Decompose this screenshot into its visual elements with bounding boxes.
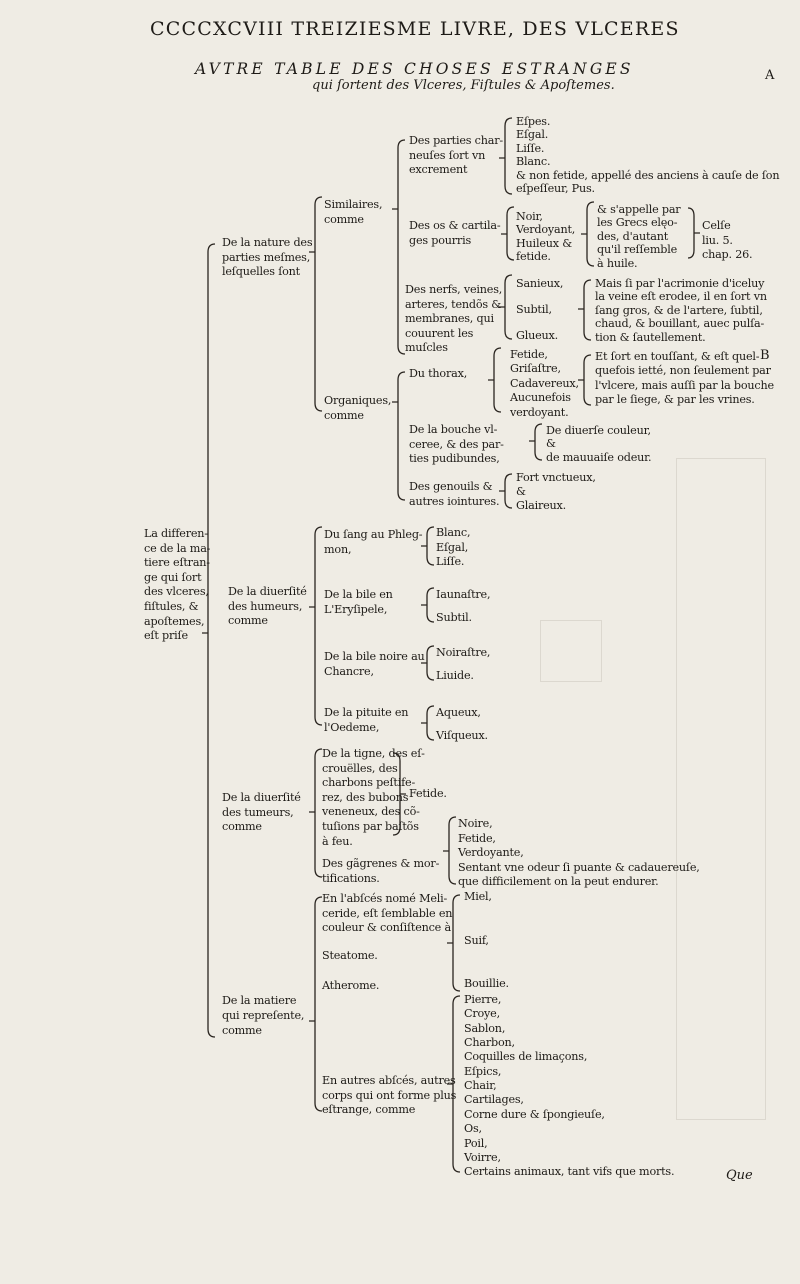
note-toussant-line: quefois ietté, non ſeulement par bbox=[595, 364, 771, 378]
brace bbox=[488, 348, 501, 412]
note-elaeodes-line: les Grecs elęo- bbox=[597, 216, 678, 230]
list-nerfs-line: Sanieux, bbox=[516, 277, 564, 290]
list-corps-estranges-line: Voirre, bbox=[464, 1150, 501, 1164]
brace bbox=[392, 140, 405, 354]
brace bbox=[499, 474, 512, 508]
root-category-line: apoſtemes, bbox=[144, 614, 205, 628]
sub-charneuses-line: excrement bbox=[409, 163, 468, 177]
list-sang-line: Blanc, bbox=[436, 526, 471, 539]
sub-bouche-line: ties pudibundes, bbox=[409, 452, 500, 466]
branch-organiques-line: Organiques, bbox=[324, 394, 392, 407]
note-elaeodes-line: qu'il reſſemble bbox=[597, 243, 677, 257]
branch-matiere-line: De la matiere bbox=[222, 994, 297, 1007]
brace bbox=[501, 207, 514, 260]
list-os-line: Huileux & bbox=[516, 236, 572, 250]
list-nerfs-line: Glueux. bbox=[516, 329, 559, 342]
sub-meliceride-line: couleur & conſiſtence à bbox=[322, 921, 451, 935]
sub-nerfs-line: couurent les bbox=[405, 326, 474, 340]
brace bbox=[309, 527, 322, 725]
sub-bouche-line: ceree, & des par- bbox=[409, 437, 504, 451]
sub-bile-line: L'Eryſipele, bbox=[324, 603, 388, 616]
list-os-line: Verdoyant, bbox=[516, 223, 576, 237]
list-charneuses-line: eſpeſſeur, Pus. bbox=[516, 182, 595, 195]
list-os-line: fetide. bbox=[516, 250, 551, 264]
root-category-line: tiere eſtran- bbox=[144, 556, 210, 570]
branch-nature-line: leſquelles ſont bbox=[222, 265, 300, 279]
brace bbox=[688, 208, 700, 258]
margin-letter-b: B bbox=[760, 348, 770, 363]
list-gangrenes-line: que difficilement on la peut endurer. bbox=[458, 875, 659, 889]
sub-gangrenes-line: Des gãgrenes & mor- bbox=[322, 857, 440, 870]
sub-tigne-line: à feu. bbox=[322, 834, 353, 848]
list-thorax-line: Aucunefois bbox=[510, 391, 571, 405]
running-title: CCCCXCVIII TREIZIESME LIVRE, DES VLCERES bbox=[150, 18, 680, 40]
sub-tigne-line: De la tigne, des eſ- bbox=[322, 747, 425, 760]
list-genouils-line: Glaireux. bbox=[516, 498, 567, 512]
list-corps-estranges-line: Corne dure & ſpongieuſe, bbox=[464, 1107, 605, 1121]
sub-genouils-line: Des genouils & bbox=[409, 480, 493, 493]
brace bbox=[421, 588, 434, 622]
note-elaeodes-line: & s'appelle par bbox=[597, 203, 681, 216]
sub-bile-line: De la bile en bbox=[324, 588, 393, 601]
list-charneuses-line: Liſſe. bbox=[516, 141, 545, 155]
list-thorax-line: Fetide, bbox=[510, 348, 548, 361]
table-heading: AVTRE TABLE DES CHOSES ESTRANGES bbox=[195, 60, 634, 78]
branch-tumeurs-line: comme bbox=[222, 820, 262, 834]
note-elaeodes-line: à huile. bbox=[597, 256, 638, 270]
note-toussant-line: par le ſiege, & par les vrines. bbox=[595, 393, 755, 407]
branch-humeurs-line: comme bbox=[228, 614, 268, 628]
root-category-line: eſt priſe bbox=[144, 629, 188, 643]
note-elaeodes-line: des, d'autant bbox=[597, 229, 669, 243]
brace bbox=[309, 897, 322, 1111]
list-gangrenes-line: Sentant vne odeur ſi puante & cadauereuſe, bbox=[458, 860, 700, 874]
branch-nature-line: parties meſmes, bbox=[222, 250, 311, 264]
list-miel-suif-line: Miel, bbox=[464, 890, 492, 903]
branch-organiques-line: comme bbox=[324, 408, 364, 422]
list-corps-estranges-line: Eſpics, bbox=[464, 1064, 502, 1078]
brace bbox=[392, 372, 405, 500]
list-miel-suif-line: Suif, bbox=[464, 933, 489, 947]
note-acrimonie-line: la veine eſt erodee, il en ſort vn bbox=[595, 290, 767, 304]
sub-nerfs-line: arteres, tendõs & bbox=[405, 297, 502, 311]
root-category-line: fiſtules, & bbox=[144, 600, 199, 613]
sub-bouche-line: De la bouche vl- bbox=[409, 423, 498, 436]
ref-celse-line: Celſe bbox=[702, 219, 731, 232]
leaf-fetide: Fetide. bbox=[409, 787, 447, 800]
list-corps-estranges-line: Pierre, bbox=[464, 993, 502, 1006]
sub-nerfs-line: membranes, qui bbox=[405, 312, 494, 326]
root-category-line: La differen- bbox=[144, 527, 208, 540]
sub-atherome: Atherome. bbox=[322, 979, 380, 992]
brace bbox=[443, 817, 456, 884]
sub-bile-noire-line: Chancre, bbox=[324, 665, 374, 678]
list-corps-estranges-line: Chair, bbox=[464, 1079, 497, 1093]
sub-autres-line: corps qui ont forme plus bbox=[322, 1088, 457, 1102]
table-subheading: qui ſortent des Vlceres, Fiſtules & Apoſtemes. bbox=[312, 78, 615, 93]
brace bbox=[421, 527, 434, 565]
sub-sang-line: mon, bbox=[324, 543, 352, 556]
sub-charneuses-line: neuſes ſort vn bbox=[409, 148, 486, 162]
root-category-line: ge qui ſort bbox=[144, 570, 202, 584]
root-category-line: des vlceres, bbox=[144, 585, 209, 599]
list-bouche-line: De diuerſe couleur, bbox=[546, 424, 651, 437]
brace bbox=[309, 749, 322, 877]
brace bbox=[421, 706, 434, 740]
brace bbox=[581, 202, 594, 266]
list-genouils-line: Fort vnctueux, bbox=[516, 471, 596, 484]
branch-similaires-line: comme bbox=[324, 212, 364, 226]
note-acrimonie-line: tion & ſautellement. bbox=[595, 330, 706, 344]
sub-genouils-line: autres iointures. bbox=[409, 494, 500, 508]
sub-os-line: ges pourris bbox=[409, 233, 471, 247]
list-gangrenes-line: Verdoyante, bbox=[458, 846, 524, 860]
sub-sang-line: Du ſang au Phleg- bbox=[324, 528, 423, 541]
list-nerfs-line: Subtil, bbox=[516, 303, 552, 316]
branch-tumeurs-line: De la diuerſité bbox=[222, 791, 301, 804]
branch-tumeurs-line: des tumeurs, bbox=[222, 805, 294, 819]
sub-autres-line: En autres abſcés, autres bbox=[322, 1074, 456, 1087]
branch-humeurs-line: De la diuerſité bbox=[228, 585, 307, 598]
sub-steatome: Steatome. bbox=[322, 949, 378, 962]
sub-autres-line: eſtrange, comme bbox=[322, 1103, 416, 1117]
brace bbox=[309, 197, 322, 411]
sub-meliceride-line: ceride, eſt ſemblable en bbox=[322, 906, 453, 920]
list-corps-estranges-line: Croye, bbox=[464, 1007, 500, 1021]
list-charneuses-line: Eſgal. bbox=[516, 128, 549, 142]
list-corps-estranges-line: Poil, bbox=[464, 1136, 488, 1150]
sub-tigne-line: rez, des bubons bbox=[322, 790, 409, 804]
list-charneuses-line: & non fetide, appellé des anciens à cauſe de ſon bbox=[516, 168, 780, 182]
sub-pituite-line: l'Oedeme, bbox=[324, 721, 380, 734]
list-gangrenes-line: Fetide, bbox=[458, 831, 496, 845]
brace bbox=[529, 424, 542, 460]
list-bouche-line: & bbox=[546, 437, 556, 451]
list-corps-estranges-line: Sablon, bbox=[464, 1021, 506, 1035]
list-os-line: Noir, bbox=[516, 210, 543, 223]
sub-charneuses-line: Des parties char- bbox=[409, 134, 503, 147]
branch-humeurs-line: des humeurs, bbox=[228, 599, 303, 613]
sub-nerfs-line: Des nerfs, veines, bbox=[405, 283, 503, 296]
branch-nature-line: De la nature des bbox=[222, 236, 313, 249]
branch-matiere-line: qui repreſente, bbox=[222, 1008, 305, 1022]
list-corps-estranges-line: Cartilages, bbox=[464, 1093, 524, 1107]
list-bile-noire-line: Noiraſtre, bbox=[436, 646, 491, 659]
sub-meliceride-line: En l'abſcés nomé Meli- bbox=[322, 892, 448, 905]
list-bile-line: Iaunaſtre, bbox=[436, 588, 491, 601]
catchword: Que bbox=[726, 1168, 753, 1183]
list-pituite-line: Viſqueux. bbox=[436, 729, 488, 742]
list-sang-line: Eſgal, bbox=[436, 540, 469, 554]
ref-celse-line: liu. 5. bbox=[702, 233, 733, 247]
brace bbox=[578, 280, 591, 340]
sub-thorax-line: Du thorax, bbox=[409, 367, 468, 380]
ref-celse-line: chap. 26. bbox=[702, 248, 753, 261]
note-acrimonie-line: ſang gros, & de l'artere, ſubtil, bbox=[595, 303, 763, 317]
sub-bile-noire-line: De la bile noire au bbox=[324, 650, 425, 663]
sub-gangrenes-line: tifications. bbox=[322, 871, 380, 885]
list-corps-estranges-line: Coquilles de limaçons, bbox=[464, 1050, 588, 1064]
list-charneuses-line: Blanc. bbox=[516, 155, 551, 169]
list-gangrenes-line: Noire, bbox=[458, 817, 493, 830]
list-charneuses-line: Eſpes. bbox=[516, 115, 551, 128]
list-corps-estranges-line: Certains animaux, tant vifs que morts. bbox=[464, 1165, 675, 1179]
brace bbox=[202, 244, 215, 1037]
list-bouche-line: de mauuaiſe odeur. bbox=[546, 450, 652, 464]
note-acrimonie-line: chaud, & bouillant, auec pulſa- bbox=[595, 317, 765, 331]
brace bbox=[499, 118, 512, 194]
sub-tigne-line: crouëlles, des bbox=[322, 761, 398, 775]
branch-matiere-line: comme bbox=[222, 1023, 262, 1037]
branch-similaires-line: Similaires, bbox=[324, 198, 383, 211]
list-bile-line: Subtil. bbox=[436, 611, 472, 624]
list-corps-estranges-line: Charbon, bbox=[464, 1036, 515, 1050]
note-acrimonie-line: Mais ſi par l'acrimonie d'iceluy bbox=[595, 277, 765, 290]
sub-os-line: Des os & cartila- bbox=[409, 219, 501, 232]
list-corps-estranges-line: Os, bbox=[464, 1122, 482, 1136]
note-toussant-line: l'vlcere, mais auſſi par la bouche bbox=[595, 378, 774, 392]
list-thorax-line: Cadavereux, bbox=[510, 376, 579, 390]
list-pituite-line: Aqueux, bbox=[436, 706, 481, 719]
sub-tigne-line: veneneux, des cõ- bbox=[322, 805, 420, 819]
list-thorax-line: verdoyant. bbox=[510, 405, 569, 419]
list-miel-suif-line: Bouillie. bbox=[464, 977, 509, 990]
list-bile-noire-line: Liuide. bbox=[436, 669, 474, 682]
sub-tigne-line: charbons peſtife- bbox=[322, 776, 416, 790]
sub-nerfs-line: muſcles bbox=[405, 341, 448, 355]
note-toussant-line: Et ſort en touſſant, & eſt quel- bbox=[595, 350, 760, 363]
list-sang-line: Liſſe. bbox=[436, 555, 465, 569]
sub-pituite-line: De la pituite en bbox=[324, 706, 409, 719]
brace bbox=[578, 355, 591, 405]
sub-tigne-line: tuſions par baſtõs bbox=[322, 820, 419, 833]
list-thorax-line: Griſaſtre, bbox=[510, 362, 561, 376]
margin-letter-a: A bbox=[765, 68, 775, 83]
root-category-line: ce de la ma- bbox=[144, 541, 211, 555]
list-genouils-line: & bbox=[516, 484, 526, 498]
